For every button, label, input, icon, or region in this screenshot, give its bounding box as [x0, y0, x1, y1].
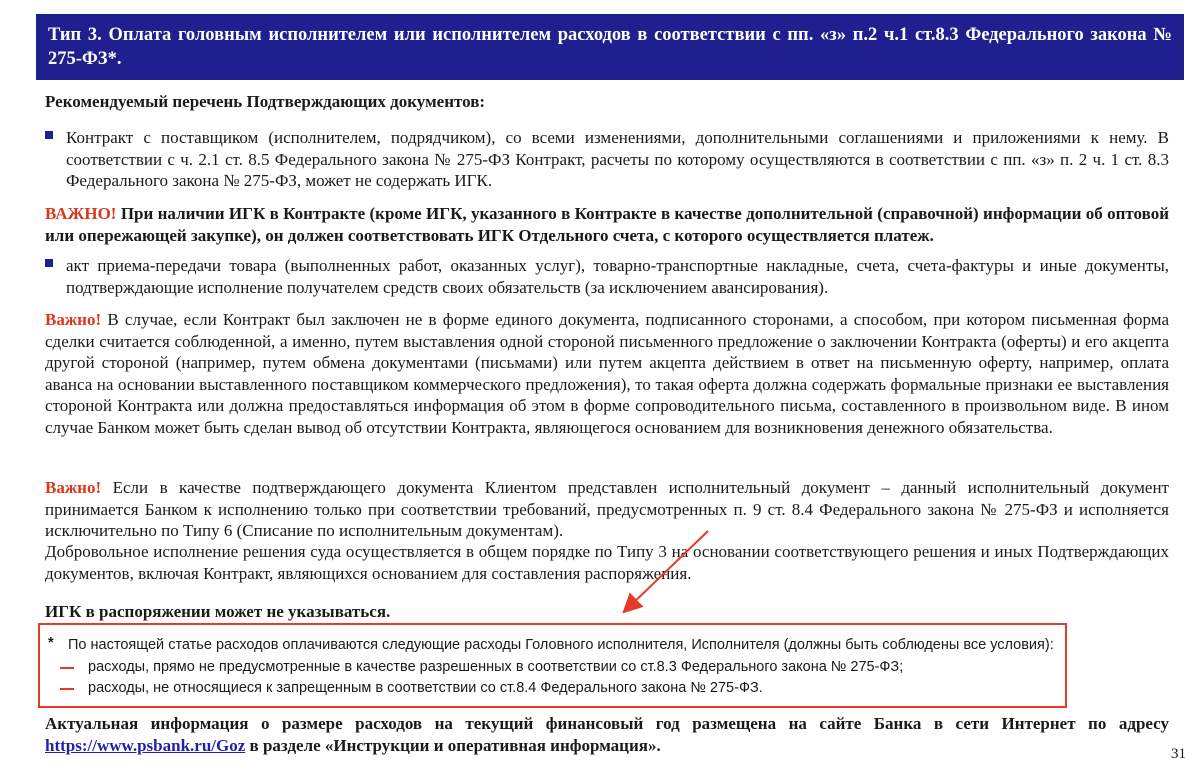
important-label: Важно! — [45, 478, 102, 497]
important-text: В случае, если Контракт был заключен не в форме единого документа, подписанного сторонами, а способом, при котором письменная форма сделки считается соблюденной, а именно, путем выставления одной стороной письменного предложение о заключении Контракта (оферты) и его акцепта другой стороной (например, путем обмена документами (письмами) или путем акцепта действием в ответ на письменную оферту, например, оплата аванса на основании выставленного поставщиком коммерческого предложения), то такая оферта должна содержать формальные признаки ее выставления стороной Контракта или должна предоставляться информация об этом в форме сопроводительного письма, составленного в произвольном виде. В ином случае Банком может быть сделан вывод об отсутствии Контракта, являющегося основанием для возникновения денежного обязательства. — [45, 310, 1169, 437]
bullet-acts: акт приема-передачи товара (выполненных работ, оказанных услуг), товарно-транспортные накладные, счета, счета-фактуры и иные документы, подтверждающие исполнение получателем средств своих обязательств (за исключением авансирования). — [66, 256, 1169, 297]
footnote-star: * — [48, 635, 54, 651]
footer-text-after: в разделе «Инструкции и оперативная информация». — [249, 735, 661, 755]
important-text: При наличии ИГК в Контракте (кроме ИГК, указанного в Контракте в качестве дополнительной (справочной) информации об оптовой или опережающей закупке), он должен соответствовать ИГК Отдельного счета, с которого осуществляется платеж. — [45, 204, 1169, 245]
igk-note: ИГК в распоряжении может не указываться. — [45, 602, 391, 621]
docs-heading: Рекомендуемый перечень Подтверждающих документов: — [45, 92, 486, 111]
footer-text: Актуальная информация о размере расходов на текущий финансовый год размещена на сайте Банка в сети Интернет по адресу — [45, 714, 1169, 733]
footnote-text: По настоящей статье расходов оплачиваются следующие расходы Головного исполнителя, Исполнителя (должны быть соблюдены все условия): — [68, 637, 1054, 653]
psbank-link[interactable]: https://www.psbank.ru/Goz — [45, 735, 246, 755]
voluntary-paragraph: Добровольное исполнение решения суда осуществляется в общем порядке по Типу 3 на основании соответствующего решения и иных Подтверждающих документов, включая Контракт, являющихся основанием для составления распоряжения. — [45, 542, 1169, 583]
important-label: Важно! — [45, 310, 102, 329]
bullet-contract: Контракт с поставщиком (исполнителем, подрядчиком), со всеми изменениями, дополнительными соглашениями и приложениями к нему. В соответствии с ч. 2.1 ст. 8.5 Федерального закона № 275-ФЗ Контракт, расчеты по которому осуществляются в соответствии с пп. «з» п. 2 ч. 1 ст. 8.3 Федерального закона № 275-ФЗ, может не содержать ИГК. — [66, 128, 1169, 190]
important-label: ВАЖНО! — [45, 204, 117, 223]
footnote-item: расходы, прямо не предусмотренные в качестве разрешенных в соответствии со ст.8.3 Федерального закона № 275-ФЗ; — [88, 659, 904, 675]
page-number: 31 — [1171, 746, 1186, 762]
important-text: Если в качестве подтверждающего документа Клиентом представлен исполнительный документ – данный исполнительный документ принимается Банком к исполнению только при соответствии требований, предусмотренных п. 9 ст. 8.4 Федерального закона № 275-ФЗ и исполняется исключительно по Типу 6 (Списание по исполнительным документам). — [45, 478, 1169, 540]
section-title: Тип 3. Оплата головным исполнителем или исполнителем расходов в соответствии с пп. «з» п.2 ч.1 ст.8.3 Федерального закона № 275-ФЗ*. — [48, 25, 1172, 69]
footnote-item: расходы, не относящиеся к запрещенным в соответствии со ст.8.4 Федерального закона № 275-ФЗ. — [88, 680, 763, 696]
footer-note — [45, 713, 1169, 756]
